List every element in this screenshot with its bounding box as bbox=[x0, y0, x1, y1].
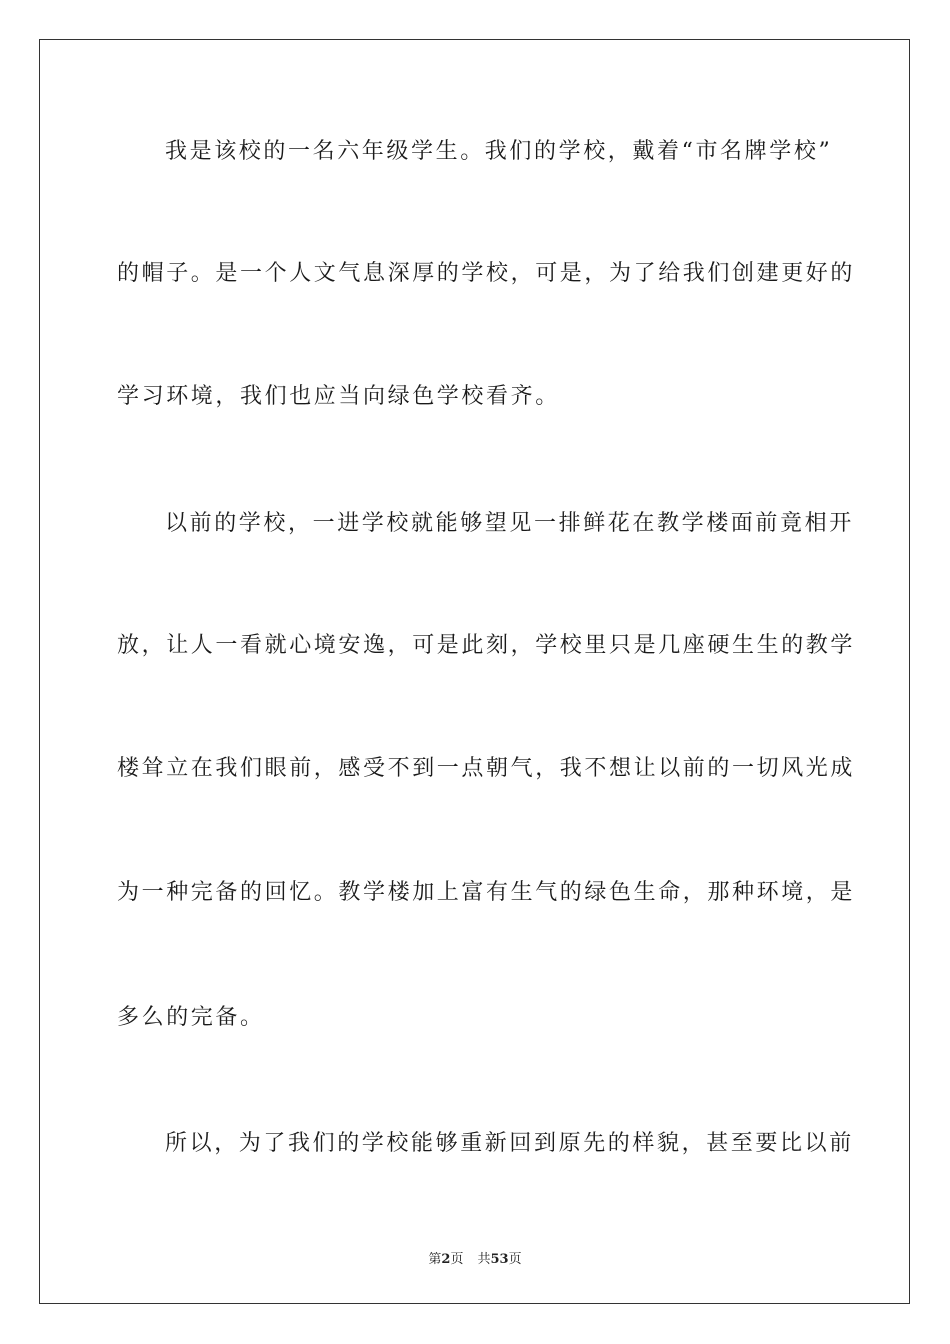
paragraph-2-line-3: 楼耸立在我们眼前，感受不到一点朝气，我不想让以前的一切风光成 bbox=[117, 756, 856, 781]
paragraph-2-line-1: 以前的学校，一进学校就能够望见一排鲜花在教学楼面前竟相开 bbox=[165, 511, 854, 536]
paragraph-1-line-2: 的帽子。是一个人文气息深厚的学校，可是，为了给我们创建更好的 bbox=[117, 261, 856, 286]
total-suffix: 页 bbox=[508, 1252, 522, 1267]
total-prefix: 共 bbox=[477, 1252, 491, 1267]
page-footer bbox=[0, 1248, 950, 1267]
total-pages: 53 bbox=[490, 1252, 509, 1267]
paragraph-2-line-4: 为一种完备的回忆。教学楼加上富有生气的绿色生命，那种环境，是 bbox=[117, 880, 856, 905]
page-prefix: 第 bbox=[428, 1252, 442, 1267]
paragraph-3-line-1: 所以，为了我们的学校能够重新回到原先的样貌，甚至要比以前 bbox=[165, 1131, 854, 1156]
paragraph-2-line-5: 多么的完备。 bbox=[117, 1005, 265, 1030]
paragraph-2-line-2: 放，让人一看就心境安逸，可是此刻，学校里只是几座硬生生的教学 bbox=[117, 633, 856, 658]
page-number: 2 bbox=[441, 1252, 451, 1267]
paragraph-1-line-3: 学习环境，我们也应当向绿色学校看齐。 bbox=[117, 384, 560, 409]
page-suffix: 页 bbox=[450, 1252, 464, 1267]
paragraph-1-line-1: 我是该校的一名六年级学生。我们的学校，戴着“市名牌学校” bbox=[165, 139, 833, 164]
page-border bbox=[39, 39, 910, 1304]
